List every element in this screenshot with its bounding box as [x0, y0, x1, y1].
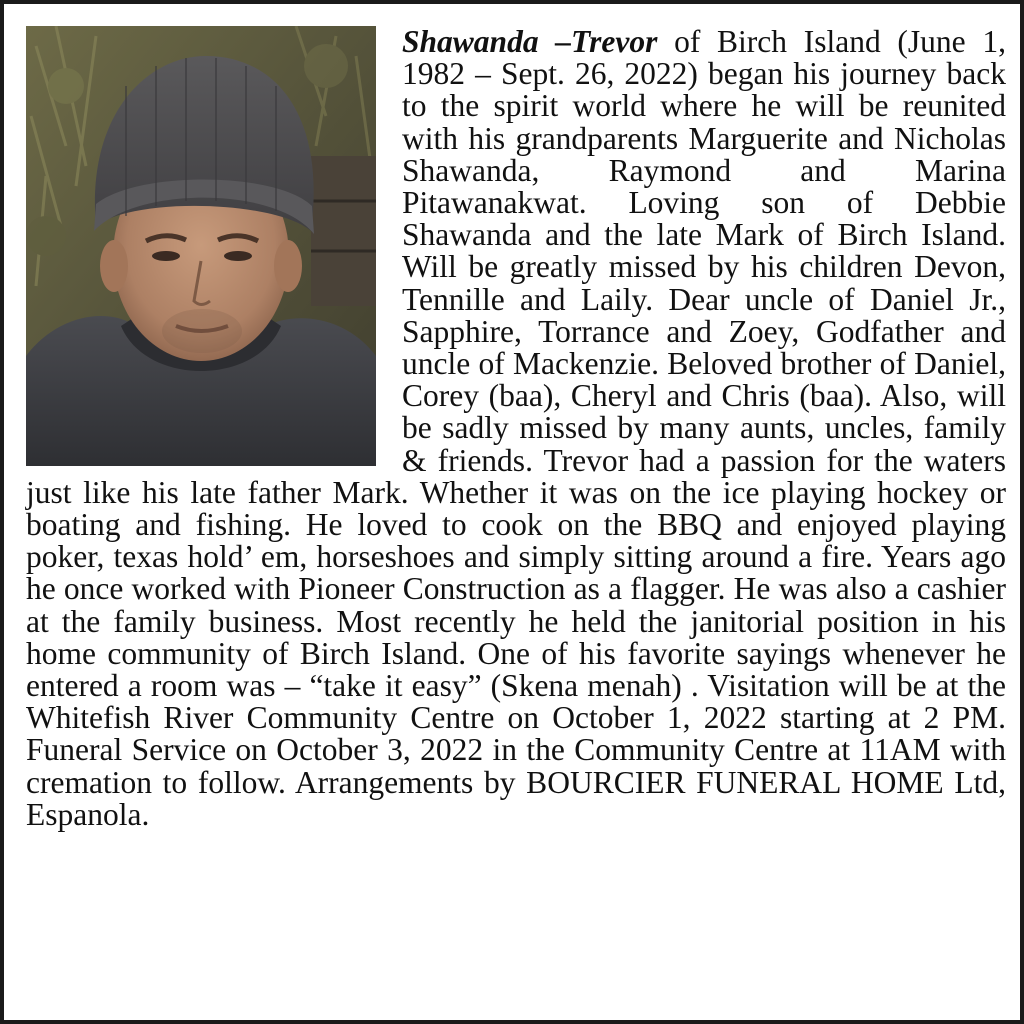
portrait-photo — [26, 26, 376, 466]
deceased-name: Shawanda –Trevor — [402, 24, 658, 59]
obituary-text: of Birch Island (June 1, 1982 – Sept. 26, 2022) began his journey back to the spirit world where he will be reunited with his grandparents Marguerite and Nicholas Shawanda, Raymond and Marina Pitawanakwat. Loving son of Debbie Shawanda and the late Mark of Birch Island. Will be greatly missed by his children Devon, Tennille and Laily. Dear uncle of Daniel Jr., Sapphire, Torrance and Zoey, Godfather and uncle of Mackenzie. Beloved brother of Daniel, Corey (baa), Cheryl and Chris (baa). Also, will be sadly missed by many aunts, uncles, family & friends. Trevor had a passion for the waters just like his late father Mark. Whether it was on the ice playing hockey or boating and fishing. He loved to cook on the BBQ and enjoyed playing poker, texas hold’ em, horseshoes and simply sitting around a fire. Years ago he once worked with Pioneer Construction as a flagger. He was also a cashier at the family business. Most recently he held the janitorial position in his home community of Birch Island. One of his favorite sayings whenever he entered a room was – “take it easy” (Skena menah) . Visitation will be at the Whitefish River Community Centre on October 1, 2022 starting at 2 PM. Funeral Service on October 3, 2022 in the Community Centre at 11AM with cremation to follow. Arrangements by BOURCIER FUNERAL HOME Ltd, Espanola. — [26, 24, 1006, 832]
obituary-article — [26, 26, 1006, 831]
